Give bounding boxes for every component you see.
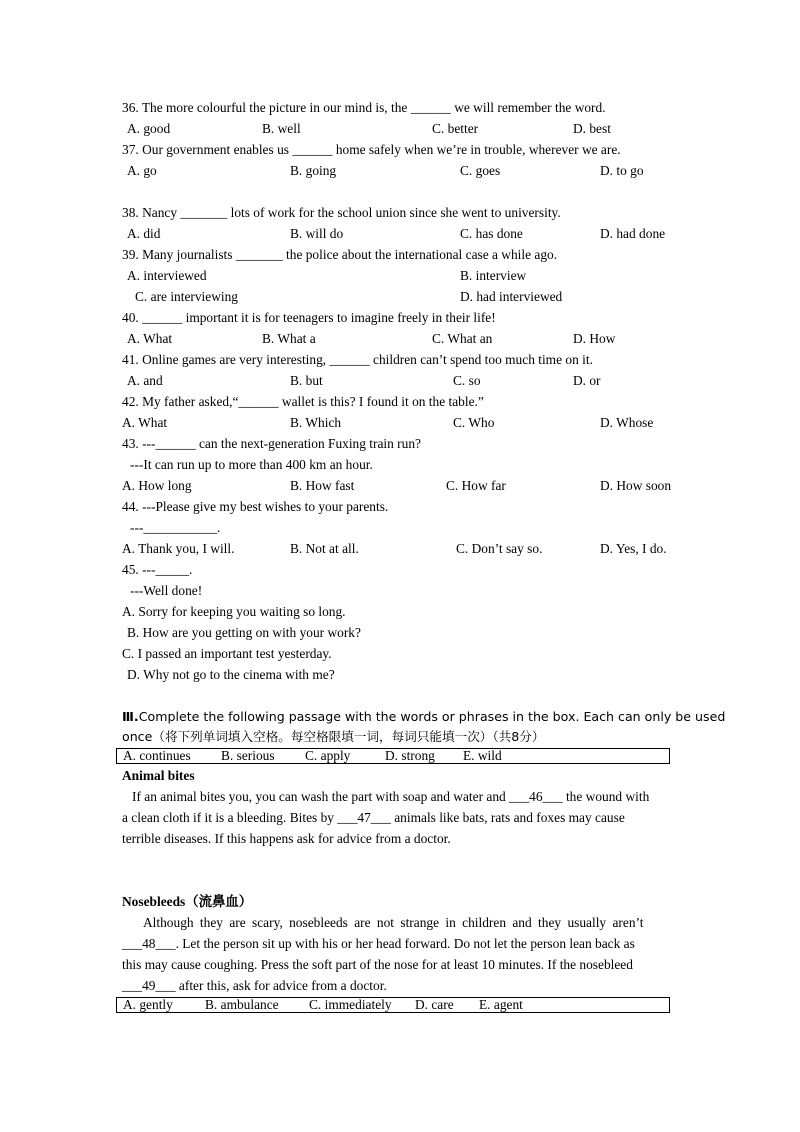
q45-option-a: A. Sorry for keeping you waiting so long. — [122, 604, 346, 619]
q45-option-d: D. Why not go to the cinema with me? — [127, 667, 335, 682]
q36-option-a: A. good — [127, 121, 171, 136]
word-box-2-item-b: B. ambulance — [205, 997, 279, 1012]
q38-option-b: B. will do — [290, 226, 344, 241]
question-44-response: ---___________. — [130, 520, 221, 535]
para1-line1: If an animal bites you, you can wash the part with soap and water and ___46___ the wound with — [132, 789, 650, 804]
word-box-1-item-e: E. wild — [463, 748, 502, 763]
question-40-stem: 40. ______ important it is for teenagers to imagine freely in their life! — [122, 310, 496, 325]
q36-option-b: B. well — [262, 121, 301, 136]
word-box-1-item-c: C. apply — [305, 748, 351, 763]
q41-option-d: D. or — [573, 373, 601, 388]
q44-option-c: C. Don’t say so. — [456, 541, 543, 556]
para1-line3: terrible diseases. If this happens ask for advice from a doctor. — [122, 831, 451, 846]
word-box-2-item-a: A. gently — [123, 997, 173, 1012]
word-box-1-item-a: A. continues — [123, 748, 191, 763]
para2-line4: ___49___ after this, ask for advice from a doctor. — [122, 978, 387, 993]
q44-option-a: A. Thank you, I will. — [122, 541, 235, 556]
q44-option-b: B. Not at all. — [290, 541, 359, 556]
q36-option-d: D. best — [573, 121, 611, 136]
question-41-stem: 41. Online games are very interesting, ______ children can’t spend too much time on it. — [122, 352, 593, 367]
q43-option-b: B. How fast — [290, 478, 355, 493]
q39-option-a: A. interviewed — [127, 268, 207, 283]
para1-line2: a clean cloth if it is a bleeding. Bites by ___47___ animals like bats, rats and foxes may cause — [122, 810, 625, 825]
q40-option-d: D. How — [573, 331, 616, 346]
q43-option-a: A. How long — [122, 478, 192, 493]
q45-option-c: C. I passed an important test yesterday. — [122, 646, 332, 661]
q39-option-b: B. interview — [460, 268, 527, 283]
question-38-stem: 38. Nancy _______ lots of work for the school union since she went to university. — [122, 205, 561, 220]
question-45-response: ---Well done! — [130, 583, 203, 598]
heading-animal-bites: Animal bites — [122, 768, 195, 783]
section-3-instruction-line1: Complete the following passage with the words or phrases in the box. Each can only be used — [138, 709, 726, 724]
para2-line3: this may cause coughing. Press the soft part of the nose for at least 10 minutes. If the nosebleed — [122, 957, 633, 972]
q43-option-c: C. How far — [446, 478, 506, 493]
q45-option-b: B. How are you getting on with your work? — [127, 625, 361, 640]
word-box-2-item-e: E. agent — [479, 997, 523, 1012]
question-39-stem: 39. Many journalists _______ the police about the international case a while ago. — [122, 247, 558, 262]
word-box-2-item-c: C. immediately — [309, 997, 392, 1012]
q42-option-b: B. Which — [290, 415, 342, 430]
word-box-2-item-d: D. care — [415, 997, 454, 1012]
word-box-2 — [116, 997, 670, 1013]
question-37-stem: 37. Our government enables us ______ home safely when we’re in trouble, wherever we are. — [122, 142, 621, 157]
question-43-response: ---It can run up to more than 400 km an hour. — [130, 457, 373, 472]
q38-option-d: D. had done — [600, 226, 666, 241]
q37-option-b: B. going — [290, 163, 337, 178]
para2-line1: Although they are scary, nosebleeds are not strange in children and they usually aren’t — [143, 915, 644, 930]
q39-option-d: D. had interviewed — [460, 289, 563, 304]
section-3-numeral: Ⅲ. — [122, 709, 139, 724]
q37-option-a: A. go — [127, 163, 157, 178]
q43-option-d: D. How soon — [600, 478, 672, 493]
word-box-1-item-d: D. strong — [385, 748, 435, 763]
word-box-1 — [116, 748, 670, 764]
q39-option-c: C. are interviewing — [135, 289, 238, 304]
q37-option-d: D. to go — [600, 163, 644, 178]
heading-nosebleeds: Nosebleeds（流鼻血） — [122, 894, 253, 909]
q41-option-b: B. but — [290, 373, 323, 388]
q40-option-b: B. What a — [262, 331, 316, 346]
q37-option-c: C. goes — [460, 163, 501, 178]
q38-option-c: C. has done — [460, 226, 523, 241]
question-36-stem: 36. The more colourful the picture in our mind is, the ______ we will remember the word. — [122, 100, 606, 115]
q40-option-c: C. What an — [432, 331, 493, 346]
q42-option-a: A. What — [122, 415, 168, 430]
section-3-instruction — [122, 709, 725, 725]
question-42-stem: 42. My father asked,“______ wallet is this? I found it on the table.” — [122, 394, 484, 409]
q41-option-c: C. so — [453, 373, 481, 388]
q40-option-a: A. What — [127, 331, 173, 346]
q36-option-c: C. better — [432, 121, 479, 136]
section-3-instruction-line2: once（将下列单词填入空格。每空格限填一词，每词只能填一次）（共8分） — [122, 729, 545, 744]
question-44-stem: 44. ---Please give my best wishes to your parents. — [122, 499, 389, 514]
q38-option-a: A. did — [127, 226, 161, 241]
q42-option-c: C. Who — [453, 415, 495, 430]
q41-option-a: A. and — [127, 373, 163, 388]
word-box-1-item-b: B. serious — [221, 748, 275, 763]
para2-line2: ___48___. Let the person sit up with his or her head forward. Do not let the person lean back as — [122, 936, 635, 951]
question-45-stem: 45. ---_____. — [122, 562, 193, 577]
question-43-stem: 43. ---______ can the next-generation Fuxing train run? — [122, 436, 421, 451]
q44-option-d: D. Yes, I do. — [600, 541, 667, 556]
q42-option-d: D. Whose — [600, 415, 654, 430]
